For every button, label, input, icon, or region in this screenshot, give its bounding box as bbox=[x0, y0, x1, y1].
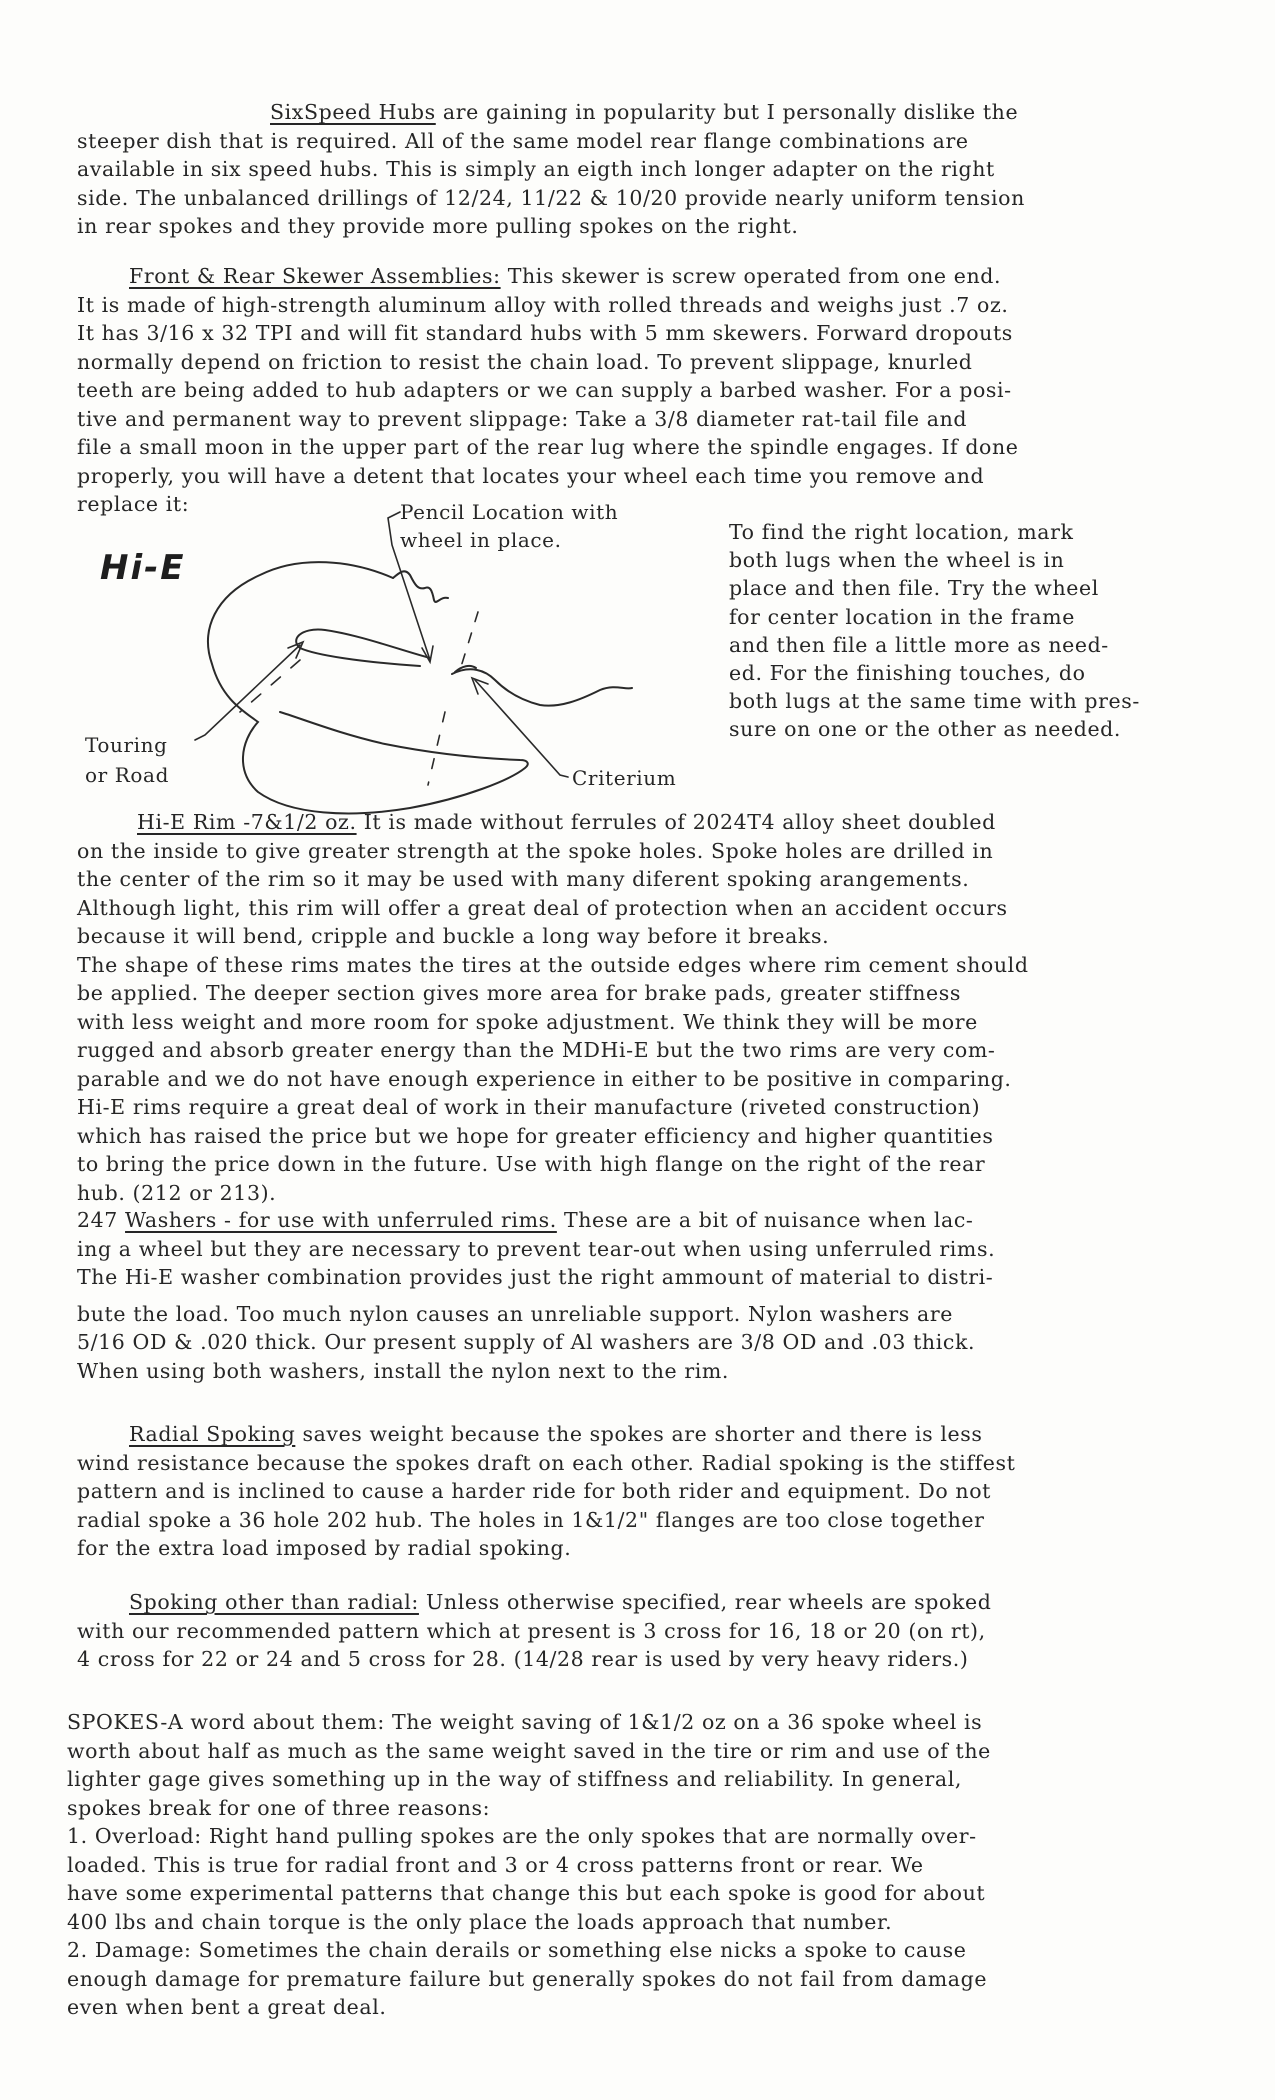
nonradial-paragraph: Spoking other than radial: Unless otherwise specified, rear wheels are spoked with our recommended pattern which at present is 3 cross for 16, 18 or 20 (on rt), 4 cross for 22 or 24 and 5 cross for 28. (14/28 rear is used by very heavy riders.) bbox=[77, 1590, 992, 1671]
washers-paragraph: 247 Washers - for use with unferruled rims. These are a bit of nuisance when lac- ing a wheel but they are necessary to prevent tear-out when using unferruled rims. The Hi-E washer combination provides just the right ammount of material to distri- bute the load. Too much nylon causes an unreliable support. Nylon washers are 5/16 OD & .020 thick. Our present supply of Al washers are 3/8 OD and .03 thick. When using both washers, install the nylon next to the rim. bbox=[77, 1208, 996, 1383]
sixspeed-paragraph: SixSpeed Hubs are gaining in popularity but I personally dislike the steeper dish that is required. All of the same model rear flange combinations are available in six speed hubs. This is simply an eigth inch longer adapter on the right side. The unbalanced drillings of 12/24, 11/22 & 10/20 provide nearly uniform tension in rear spokes and they provide more pulling spokes on the right. bbox=[77, 100, 1025, 238]
radial-paragraph: Radial Spoking saves weight because the spokes are shorter and there is less wind resistance because the spokes draft on each other. Radial spoking is the stiffest pattern and is inclined to cause a harder ride for both rider and equipment. Do not radial spoke a 36 hole 202 hub. The holes in 1&1/2" flanges are too close together for the extra load imposed by radial spoking. bbox=[77, 1422, 1016, 1560]
nonradial-heading: Spoking other than radial: bbox=[129, 1590, 419, 1614]
skewer-heading: Front & Rear Skewer Assemblies: bbox=[129, 264, 501, 288]
dropout-tail bbox=[452, 669, 632, 705]
touring-dash bbox=[240, 660, 300, 712]
dropout-top-edge bbox=[393, 571, 448, 602]
skewer-paragraph: Front & Rear Skewer Assemblies: This skewer is screw operated from one end. It is made of high-strength aluminum alloy with rolled threads and weighs just .7 oz. It has 3/16 x 32 TPI and will fit standard hubs with 5 mm skewers. Forward dropouts normally depend on friction to resist the chain load. To prevent slippage, knurled teeth are being added to hub adapters or we can supply a barbed washer. For a posi- tive and permanent way to prevent slippage: Take a 3/8 diameter rat-tail file and file a small moon in the upper part of the rear lug where the spindle engages. If done properly, you will have a detent that locates your wheel each time you remove and replace it: bbox=[77, 264, 1019, 516]
label-touring: Touring or Road bbox=[85, 733, 169, 787]
center-dash-2 bbox=[428, 712, 445, 785]
criterium-pointer bbox=[475, 680, 568, 777]
hi-e-logo: Hi-E bbox=[100, 548, 186, 588]
spokes-paragraph: SPOKES-A word about them: The weight saving of 1&1/2 oz on a 36 spoke wheel is worth about half as much as the same weight saved in the tire or rim and use of the lighter gage gives something up in the way of stiffness and reliability. In general, spokes break for one of three reasons: 1. Overload: Right hand pulling spokes are the only spokes that are normally over- loaded. This is true for radial front and 3 or 4 cross patterns front or rear. We have some experimental patterns that change this but each spoke is good for about 400 lbs and chain torque is the only place the loads approach that number. 2. Damage: Sometimes the chain derails or something else nicks a spoke to cause enough damage for premature failure but generally spokes do not fail from damage even when bent a great deal. bbox=[67, 1708, 1177, 2022]
washers-heading: Washers - for use with unferruled rims. bbox=[125, 1208, 557, 1232]
diagram-side-text: To find the right location, mark both lugs when the wheel is in place and then file. Try the wheel for center location in the frame and then file a little more as need- ed. For the finishing touches, do both lugs at the same time with pres- sure on one or the other as needed. bbox=[729, 520, 1140, 742]
hie-rim-heading: Hi-E Rim -7&1/2 oz. bbox=[137, 810, 357, 834]
label-criterium: Criterium bbox=[572, 766, 677, 790]
label-pencil: Pencil Location with wheel in place. bbox=[400, 500, 619, 552]
center-dash-1 bbox=[460, 612, 478, 670]
spokes-heading-line: SPOKES-A word about them: The weight saving of 1&1/2 oz on a 36 spoke wheel is bbox=[67, 1710, 983, 1734]
sixspeed-heading: SixSpeed Hubs bbox=[270, 100, 436, 124]
radial-heading: Radial Spoking bbox=[129, 1422, 296, 1446]
dropout-slot bbox=[296, 630, 430, 666]
hie-rim-paragraph: Hi-E Rim -7&1/2 oz. It is made without ferrules of 2024T4 alloy sheet doubled on the inside to give greater strength at the spoke holes. Spoke holes are drilled in the center of the rim so it may be used with many diferent spoking arangements. Although light, this rim will offer a great deal of protection when an accident occurs because it will bend, cripple and buckle a long way before it breaks. The shape of these rims mates the tires at the outside edges where rim cement should be applied. The deeper section gives more area for brake pads, greater stiffness with less weight and more room for spoke adjustment. We think they will be more rugged and absorb greater energy than the MDHi-E but the two rims are very com- parable and we do not have enough experience in either to be positive in comparing. Hi-E rims require a great deal of work in their manufacture (riveted construction) which has raised the price but we hope for greater efficiency and higher quantities to bring the price down in the future. Use with high flange on the right of the rear hub. (212 or 213). bbox=[77, 810, 1029, 1205]
